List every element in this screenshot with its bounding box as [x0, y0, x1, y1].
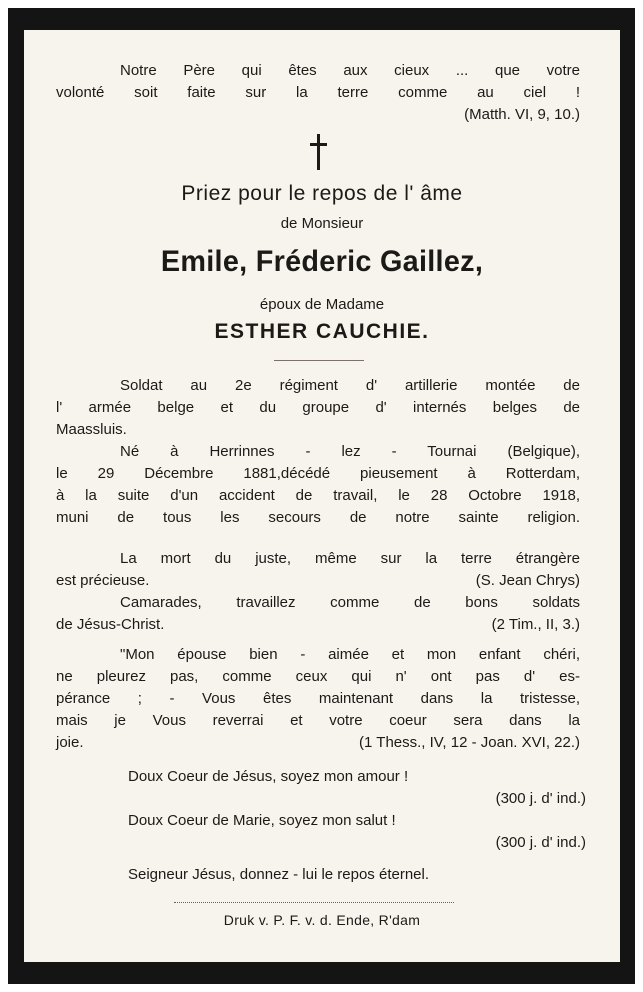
deceased-name: Emile, Fréderic Gaillez, — [160, 245, 484, 278]
invocation-2-indulgence: (300 j. d' ind.) — [495, 834, 586, 851]
prayer-citation: (Matth. VI, 9, 10.) — [464, 106, 580, 123]
quote-1-citation: (S. Jean Chrys) — [475, 572, 580, 589]
bio-line-5: le 29 Décembre 1881,décédé pieusement à Rotterdam, — [56, 465, 580, 482]
quote-1-line-1: La mort du juste, même sur la terre étrangère — [120, 550, 580, 567]
spouse-name: ESTHER CAUCHIE. — [214, 320, 430, 343]
quote-3-line-2: ne pleurez pas, comme ceux qui n' ont pas d' es- — [56, 668, 580, 685]
invocation-2: Doux Coeur de Marie, soyez mon salut ! — [128, 812, 396, 829]
bio-line-1: Soldat au 2e régiment d' artillerie montée de — [120, 377, 580, 394]
invocation-1: Doux Coeur de Jésus, soyez mon amour ! — [128, 768, 409, 785]
quote-2-citation: (2 Tim., II, 3.) — [491, 616, 580, 633]
invocation-3: Seigneur Jésus, donnez - lui le repos éternel. — [128, 866, 430, 883]
invocation-1-indulgence: (300 j. d' ind.) — [495, 790, 586, 807]
epoux-de-madame: époux de Madame — [259, 296, 385, 313]
priez-heading: Priez pour le repos de l' âme — [181, 182, 463, 205]
quote-3-citation: (1 Thess., IV, 12 - Joan. XVI, 22.) — [359, 734, 580, 751]
memorial-card — [24, 30, 620, 962]
quote-3-line-4: mais je Vous reverrai et votre coeur sera dans la — [56, 712, 580, 729]
quote-3-line-5: joie. — [56, 734, 84, 751]
footer-separator — [174, 902, 454, 903]
quote-2-line-2: de Jésus-Christ. — [56, 616, 165, 633]
quote-3-line-3: pérance ; - Vous êtes maintenant dans la tristesse, — [56, 690, 580, 707]
quote-1-line-2: est précieuse. — [56, 572, 150, 589]
printer-credit: Druk v. P. F. v. d. Ende, R'dam — [223, 912, 421, 928]
bio-line-7: muni de tous les secours de notre sainte religion. — [56, 509, 580, 526]
bio-line-2: l' armée belge et du groupe d' internés belges de — [56, 399, 580, 416]
bio-line-4: Né à Herrinnes - lez - Tournai (Belgique), — [120, 443, 580, 460]
bio-line-6: à la suite d'un accident de travail, le 28 Octobre 1918, — [56, 487, 580, 504]
prayer-line-2: volonté soit faite sur la terre comme au ciel ! — [56, 84, 580, 101]
quote-3-line-1: "Mon épouse bien - aimée et mon enfant chéri, — [120, 646, 580, 663]
cross-icon — [310, 134, 327, 170]
bio-line-3: Maassluis. — [56, 421, 127, 438]
de-monsieur: de Monsieur — [280, 215, 364, 232]
header-separator — [274, 360, 364, 361]
quote-2-line-1: Camarades, travaillez comme de bons soldats — [120, 594, 580, 611]
prayer-line-1: Notre Père qui êtes aux cieux ... que votre — [120, 62, 580, 79]
